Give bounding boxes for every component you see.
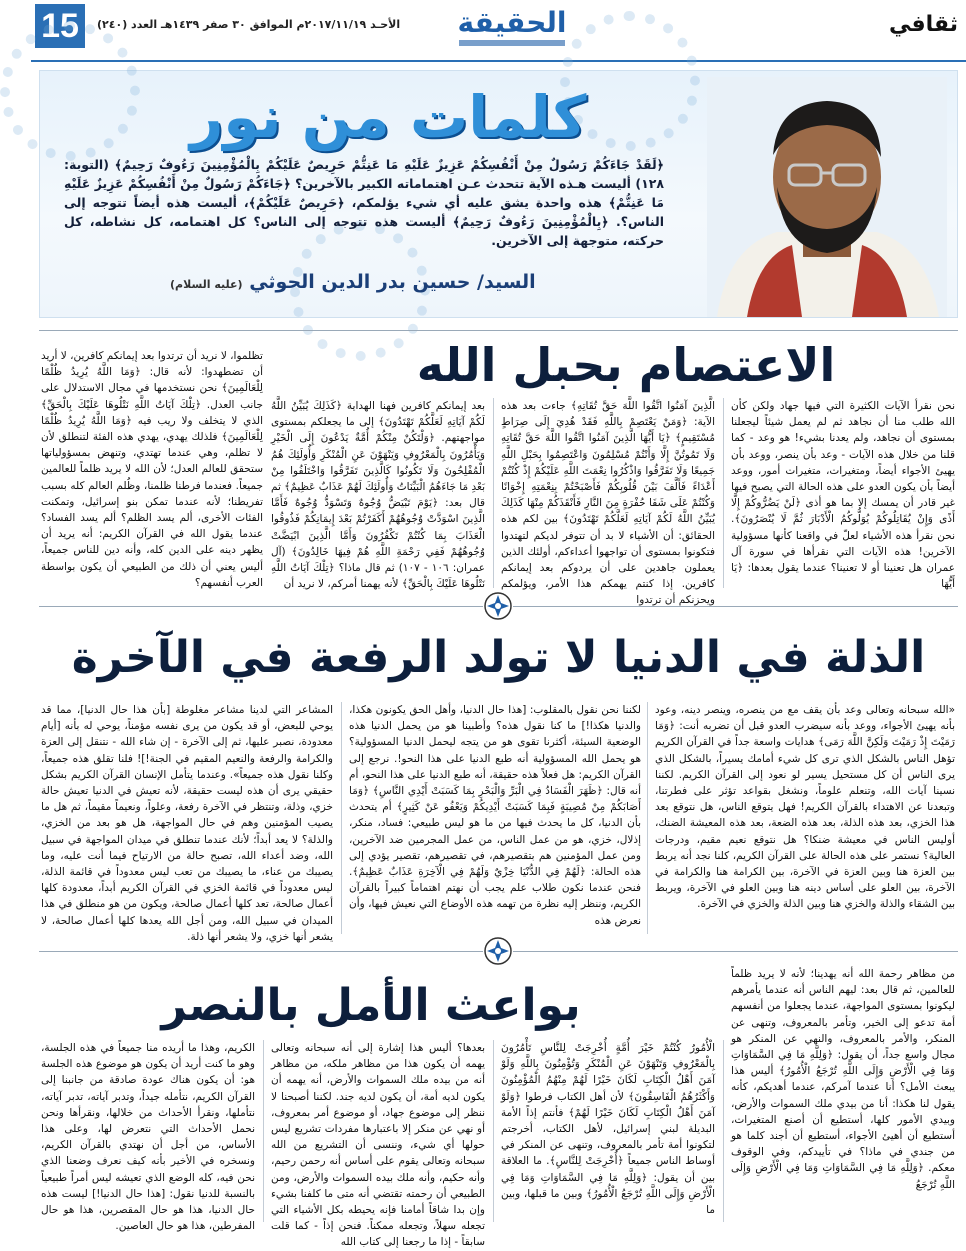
speaker-suffix: (عليه السلام)	[170, 278, 243, 291]
article-column: بعدها؟ أليس هذا إشارة إلى أنه سبحانه وتعالى يهمه أن يكون هذا من مظاهر ملكه، من مظاهر أنه من بيده ملك السموات والأرض، أنه يهمه أن يكون لديه أمة، أن يكون لديه جند. لكننا أصبحنا لا ننظر إلى موضوع جهاد، أو موضوع أمر بمعروف، أو نهي عن منكر إلا باعتبارها مفردات تشريع ليس حولها أي شيء، وننسى أن التشريع من الله سبحانه وتعالى يقوم على أساس أنه رحمن رحيم، وأنه حكيم، وأنه ملك بيده السموات والأرض، ومن الطبيعي أن رحمته تقتضي أنه متى ما كلفنا بشيء وإن بدا شاقاً أمامنا فإنه يحيطه بكل الأشياء التي تجعله سهلاً، وتجعله ممكناً. فنحن إذاً - كما قلت سابقاً - إذا ما رجعنا إلى كتاب الله	[271, 1042, 485, 1249]
star-ornament-icon	[483, 936, 513, 966]
logo-underline	[459, 40, 565, 46]
column-divider	[341, 702, 342, 934]
article-column: الَّذِينَ آمَنُوا اتَّقُوا اللَّهَ حَقَّ تُقَاتِهِ﴾ جاءت بعد هذه الآية: ﴿وَمَنْ يَعْتَصِمْ بِاللَّهِ فَقَدْ هُدِيَ إِلَى صِرَاطٍ مُسْتَقِيمٍ﴾ ﴿يَا أَيُّهَا الَّذِينَ آمَنُوا اتَّقُوا اللَّهَ حَقَّ تُقَاتِهِ وَلَا تَمُوتُنَّ إِلَّا وَأَنْتُمْ مُسْلِمُونَ وَاعْتَصِمُوا بِحَبْلِ اللَّهِ جَمِيعًا وَلَا تَفَرَّقُوا وَاذْكُرُوا نِعْمَتَ اللَّهِ عَلَيْكُمْ إِذْ كُنْتُمْ أَعْدَاءً فَأَلَّفَ بَيْنَ قُلُوبِكُمْ فَأَصْبَحْتُمْ بِنِعْمَتِهِ إِخْوَانًا وَكُنْتُمْ عَلَى شَفَا حُفْرَةٍ مِنَ النَّارِ فَأَنْقَذَكُمْ مِنْهَا كَذَلِكَ يُبَيِّنُ اللَّهُ لَكُمْ آيَاتِهِ لَعَلَّكُمْ تَهْتَدُونَ﴾ بين لكم هذه الحقائق: أن الأشياء لا بد أن تتوفر لديكم لتهتدوا فتكونوا بمستوى أن تواجهوا أعداءكم، أولئك الذين يعملون جاهدين على أن يردوكم بعد إيمانكم كافرين. إذا كنتم يهمكم هذا الأمر، ويؤلمكم ويحزنكم أن ترتدوا	[501, 400, 715, 607]
section-label: ثقافي	[888, 12, 958, 37]
speaker-portrait	[707, 77, 947, 317]
article-column: من مظاهر رحمة الله أنه يهدينا؛ لأنه لا يريد ظلماً للعالمين، ثم قال بعد: ليهم الناس أنه عندما يأمرهم ليكونوا بمستوى المواجهة، عندما يجعلوا من أنفسهم أمة تدعو إلى الخير، وتأمر بالمعروف، وتنهى عن المنكر، والأمر بالمعروف، والنهي عن المنكر هو مجال واسع جداً، أن يقول: ﴿وَلِلَّهِ مَا فِي السَّمَاوَاتِ وَمَا فِي الْأَرْضِ وَإِلَى اللَّهِ تُرْجَعُ الْأُمُورُ﴾ أليس هذا يبعث الأمل؟ أنا عندما آمركم، عندما أهديكم، كأنه يقول لنا هكذا: أنا من بيدي ملك السموات والأرض، وبيدي الأمور كلها، أستطيع أن أصنع المتغيرات، أستطيع أن أهيئ الأجواء، أستطيع أن أجند كلما هو من جندي في ماذا؟ في تأييدكم، وفي الوقوف معكم. ﴿وَلِلَّهِ مَا فِي السَّمَاوَاتِ وَمَا فِي الْأَرْضِ وَإِلَى اللَّهِ تُرْجَعُ	[731, 968, 955, 1191]
column-divider	[647, 702, 648, 934]
quote-banner	[39, 70, 958, 318]
issue-date-line: الأحـد ٢٠١٧/١١/١٩م الموافق ٣٠ صفر ١٤٣٩هـ العدد (٢٤٠)	[97, 18, 401, 31]
article-column: الكريم، وهذا ما أريده منا جميعاً في هذه الجلسة، وهو ما كنت أريد أن يكون هو موضوع هذه الجلسة هو: أن يكون هناك عودة صادقة من جانبنا إلى القرآن الكريم، نتأمله جيداً، وتدبر آياته، تدبر آياته، نتأملها، ونقرأ الأحداث من خلالها، ونقرأها ونحن نحمل الأحداث التي نتعرض لها، وعلى هذا الأساس، من أجل أن نهتدي بالقرآن الكريم، ونسخره في الأخير بأنه كيف نعرف وضعنا الذي نحن فيه، كله الوضع الذي تعيشه ليس أمراً طبيعياً بالنسبة للدنيا نقول: [هذا حال الدنيا!] ليست هذه حال الدنيا، هذا هو حال المقصرين، هذا هو حال المفرطين، هذا هو حال العاصين.	[41, 1042, 255, 1233]
page-header	[31, 0, 966, 62]
newspaper-name: الحقيقة	[457, 6, 567, 39]
article-title: الاعتصام بحبل الله	[416, 338, 836, 392]
article-column: تظلموا، لا نريد أن ترتدوا بعد إيمانكم كافرين، لا أريد أن تضطهدوا: لأنه قال: ﴿وَمَا اللَّهُ يُرِيدُ ظُلْمًا لِلْعَالَمِينَ﴾ نحن نستخدمها في مجال الاستدلال على جانب العدل. ﴿تِلْكَ آيَاتُ اللَّهِ نَتْلُوهَا عَلَيْكَ بِالْحَقِّ﴾ الذي لا يتخلف ولا ريب فيه ﴿وَمَا اللَّهُ يُرِيدُ ظُلْمًا لِلْعَالَمِينَ﴾ فلذلك يهدي، يهدي هذه الفئة لتنطلق لأن لا تظلم، وهي عندما تهتدي، وتنهض بمسؤولياتها ستحقق للعالم العدل؛ لأن الله لا يريد ظلماً للعالمين جميعاً. فعندما فرطنا ظلمنا، وظُلم العالم كله بسبب تفريطنا؛ لأنه عندما تمكن بنو إسرائيل، وتمكنت الفئات الأخرى، ألم يسد الظلم؟ ألم يسد الفساد؟ عندما يقول الله في القرآن الكريم: أنه يريد أن يظهر دينه على الدين كله، وأنه دين للناس جميعاً، أليس يعني أن ذلك من الطبيعي أن يكون بواسطة العرب أنفسهم؟	[41, 350, 263, 589]
page-number: 15	[35, 4, 85, 48]
article-title: الذلة في الدنيا لا تولد الرفعة في الآخرة	[71, 632, 926, 683]
article-column: «الله سبحانه وتعالى وعد بأن يقف مع من ينصره، وينصر دينه، وعود بأنه يهيئ الأجواء، ووعد بأنه سيضرب العدو قبل أن تضربه أنت: ﴿وَمَا رَمَيْتَ إِذْ رَمَيْتَ وَلَكِنَّ اللَّهَ رَمَى﴾ هدايات واسعة جداً في القرآن الكريم تؤهل الناس بالشكل الذي ترى كل شيء أمامك يسيراً، بالشكل الذي يرى الناس أن كل مستحيل يسير لو نعود إلى القرآن الكريم. لكننا نسينا آيات الله، وتنعلم علوماً، ونشغل بقواعد تؤثر على فطرتنا، وتبعدنا عن الاهتداء بالقرآن الكريم! فهل يتوقع الناس، هل نتوقع بعد هذا الخزي، بعد هذه الذلة، بعد هذه الضعة، بعد هذه المعيشة الضنك، أوليس الناس في معيشة ضنكا؟ هل نتوقع نعيم مقيم، ودرجات العالية؟ نستمر على هذه الحالة على القرآن الكريم، كلنا نجد أنه يربط بين العزة هنا وبين العزة في الآخرة، بين الكرامة هنا والكرامة في الآخرة، بين العلو على أساس دينه هنا وبين العلو في الآخرة، ويربط بين الشقاء والذلة والخزي هنا وبين الذلة والخزي في الآخرة.	[655, 704, 955, 911]
column-divider	[263, 1040, 264, 1222]
section-divider	[39, 330, 958, 331]
article-column: الْأُمُورُ كُنْتُمْ خَيْرَ أُمَّةٍ أُخْرِجَتْ لِلنَّاسِ تَأْمُرُونَ بِالْمَعْرُوفِ وَتَنْهَوْنَ عَنِ الْمُنْكَرِ وَتُؤْمِنُونَ بِاللَّهِ وَلَوْ آمَنَ أَهْلُ الْكِتَابِ لَكَانَ خَيْرًا لَهُمْ مِنْهُمُ الْمُؤْمِنُونَ وَأَكْثَرُهُمُ الْفَاسِقُونَ﴾ لأن أهل الكتاب فرطوا ﴿وَلَوْ آمَنَ أَهْلُ الْكِتَابِ لَكَانَ خَيْرًا لَهُمْ﴾ فأنتم إذاً الأمة البديلة لبني إسرائيل، لأهل الكتاب، أخرجتم لتكونوا أمة تأمر بالمعروف، وتنهى عن المنكر في أوساط الناس جميعاً ﴿أُخْرِجَتْ لِلنَّاسِ﴾. ما العلاقة بين أن يقول: ﴿وَلِلَّهِ مَا فِي السَّمَاوَاتِ وَمَا فِي الْأَرْضِ وَإِلَى اللَّهِ تُرْجَعُ الْأُمُورُ﴾ وبين ما قبلها، وبين ما	[501, 1042, 715, 1217]
speaker-title: السيد/ حسين بدر الدين الحوثي	[249, 271, 536, 293]
banner-title: كلمات من نور	[190, 83, 587, 151]
article-column: لكننا نحن نقول بالمقلوب: [هذا حال الدنيا، وأهل الحق يكونون هكذا، والدنيا هكذا!] ما كنا نقول هذه؟ وأطبينا هو من يحمل الدنيا هذه الوضعية السيئة، أكثرنا تقوى هو من يتجه ليحمل الدنيا المسؤولية؟ هو يحمل الله المسؤولية أنه طبع الدنيا على هذا النحو!. نرجع إلى القرآن الكريم: هل فعلاً هذه حقيقة، أنه طبع الدنيا على هذا النحو، أم أنه قال: ﴿ظَهَرَ الْفَسَادُ فِي الْبَرِّ وَالْبَحْرِ بِمَا كَسَبَتْ أَيْدِي النَّاسِ﴾ ﴿وَمَا أَصَابَكُمْ مِنْ مُصِيبَةٍ فَبِمَا كَسَبَتْ أَيْدِيكُمْ وَيَعْفُو عَنْ كَثِيرٍ﴾ أم يتحدث بأن الدنيا، كل ما يحدث فيها من ما هو ليس طبيعي: فساد، منكر، إذلال، خزي، هو من عمل الناس، من عمل المجرمين ضد الآخرين، ومن عمل المؤمنين هم بتقصيرهم، في تقصيرهم، تقصير يؤدي إلى هذه الحالة: ﴿لَهُمْ فِي الدُّنْيَا خِزْيٌ وَلَهُمْ فِي الْآخِرَةِ عَذَابٌ عَظِيمٌ﴾. فنحن عندما نكون طلاب علم يجب أن نهتم اهتماماً كبيراً بالقرآن الكريم، وننظر إليه نظرة من تهمه هذه الأوضاع التي نعيش فيها، وأن نعرض هذه	[349, 704, 641, 927]
column-divider	[493, 1040, 494, 1222]
article-title: بواعث الأمل بالنصر	[161, 980, 581, 1031]
article-column: المشاعر التي لدينا مشاعر مغلوطة [بأن هذا حال الدنيا]، مما قد يوحي للبعض، أو قد يكون من يرى نفسه مؤمناً، يوحي له بأنه [أيام معدودة، نصبر عليها، ثم إلى الآخرة - إن شاء الله - نتنقل إلى العزة والكرامة والرفعة والنعيم المقيم في الجنة!]! فلنا تقلق هذه جميعاً، وكلنا نقول هذه جميعاً». وعندما يتأمل الإنسان القرآن الكريم بشكل حقيقي يرى أن هذه ليست حقيقة، لأنه تعيش في الدنيا تعيش حالة خزي، وذلة، وتنتظر في الآخرة رفعة، وعلواً، ونعيماً مقيماً، ثم هل ما يصيب المؤمنين وهم في حال المواجهة، هل هو بعد من الخزي، والذلة؟ لا يعد أبداً؛ لأنك عندما تنطلق في ميدان المواجهة في سبيل الله، وضد أعداء الله، تصبح حالة من الارتياح فيما أنت عليه، وما يصيبك من عناء، ما يصيبك من تعب ليس معدوداً في قائمة الذلة، ليس معدوداً في قائمة الخزي في القرآن الكريم أبداً، معدودة كلها أعمال صالحة، تعد كلها أعمال صالحة، ويكون من هو منطلق في هذا الميدان في سبيل الله، ومن أجل الله يعدها كلها أعمال صالحة، لا يشعر أنها خزي، ولا يشعر أنها ذلة.	[41, 704, 333, 943]
speaker-name	[170, 271, 536, 293]
article-column: نحن نقرأ الآيات الكثيرة التي فيها جهاد ولكن كأن الله طلب منا أن نجاهد ثم لم يعمل شيئاً ليجعلنا بمستوى أن نجاهد، ولم يعدنا بشيء! هو وعد - كما قلنا من خلال هذه الآيات - وعد بأن ينصر، ووعد بأن يهيئ الأجواء أيضاً، ومتغيرات، متغيرات أمور، ووعد أيضاً بأن يكون العدو على هذه الحالة التي يصبح فيها غير قادر أن يمسك إلا بما هو أذى ﴿لَنْ يَضُرُّوكُمْ إِلَّا أَذًى وَإِنْ يُقَاتِلُوكُمْ يُوَلُّوكُمُ الْأَدْبَارَ ثُمَّ لَا يُنْصَرُونَ﴾. نحن نقرأ هذه الأشياء لعلّ في واقعنا كأنها مسؤولية الآخرين! هذه الآيات التي نقرأها في سورة آل عمران هل تعنينا أو لا تعنينا؟ عندما يقول بعدها: ﴿يَا أَيُّهَا	[731, 400, 955, 591]
column-divider	[493, 398, 494, 588]
article-column: بعد إيمانكم كافرين فهنا الهداية ﴿كَذَلِكَ يُبَيِّنُ اللَّهُ لَكُمْ آيَاتِهِ لَعَلَّكُمْ تَهْتَدُونَ﴾ إلى ما يجعلكم بمستوى مواجهتهم. ﴿وَلْتَكُنْ مِنْكُمْ أُمَّةٌ يَدْعُونَ إِلَى الْخَيْرِ وَيَأْمُرُونَ بِالْمَعْرُوفِ وَيَنْهَوْنَ عَنِ الْمُنْكَرِ وَأُولَئِكَ هُمُ الْمُفْلِحُونَ وَلَا تَكُونُوا كَالَّذِينَ تَفَرَّقُوا وَاخْتَلَفُوا مِنْ بَعْدِ مَا جَاءَهُمُ الْبَيِّنَاتُ وَأُولَئِكَ لَهُمْ عَذَابٌ عَظِيمٌ﴾ ثم قال بعد: ﴿يَوْمَ تَبْيَضُّ وُجُوهٌ وَتَسْوَدُّ وُجُوهٌ فَأَمَّا الَّذِينَ اسْوَدَّتْ وُجُوهُهُمْ أَكَفَرْتُمْ بَعْدَ إِيمَانِكُمْ فَذُوقُوا الْعَذَابَ بِمَا كُنْتُمْ تَكْفُرُونَ وَأَمَّا الَّذِينَ ابْيَضَّتْ وُجُوهُهُمْ فَفِي رَحْمَةِ اللَّهِ هُمْ فِيهَا خَالِدُونَ﴾ (آل عمران: ١٠٦ - ١٠٧) ثم قال ماذا؟ ﴿تِلْكَ آيَاتُ اللَّهِ نَتْلُوهَا عَلَيْكَ بِالْحَقِّ﴾ لأنه يهمنا أمركم، لا نريد أن	[271, 400, 485, 591]
banner-quote: ﴿لَقَدْ جَاءَكُمْ رَسُولٌ مِنْ أَنْفُسِكُمْ عَزِيزٌ عَلَيْهِ مَا عَنِتُّمْ حَرِيصٌ عَلَيْكُمْ بِالْمُؤْمِنِينَ رَءُوفٌ رَحِيمٌ﴾ (التوبة: ١٢٨) أليست هـذه الآية تتحدث عـن اهتماماته الكبير بالآخرين؟ ﴿جَاءَكُمْ رَسُولٌ مِنْ أَنْفُسِكُمْ عَزِيزٌ عَلَيْهِ مَا عَنِتُّمْ﴾ هذه واحدة يشق عليه أي شيء يؤلمكم، ﴿حَرِيصٌ عَلَيْكُمْ﴾، أليست هذه أيضاً تتوجه إلى الناس؟. ﴿بِالْمُؤْمِنِينَ رَءُوفٌ رَحِيمٌ﴾ أليست هذه تتوجه إلى الناس؟ كل اهتمامه، كل نشاطه، كل حركته، متوجهة إلى الآخرين.	[64, 157, 664, 248]
column-divider	[723, 1040, 724, 1222]
decorative-pattern	[0, 21, 140, 161]
star-ornament-icon	[483, 591, 513, 621]
column-divider	[723, 398, 724, 588]
newspaper-logo	[453, 6, 571, 48]
